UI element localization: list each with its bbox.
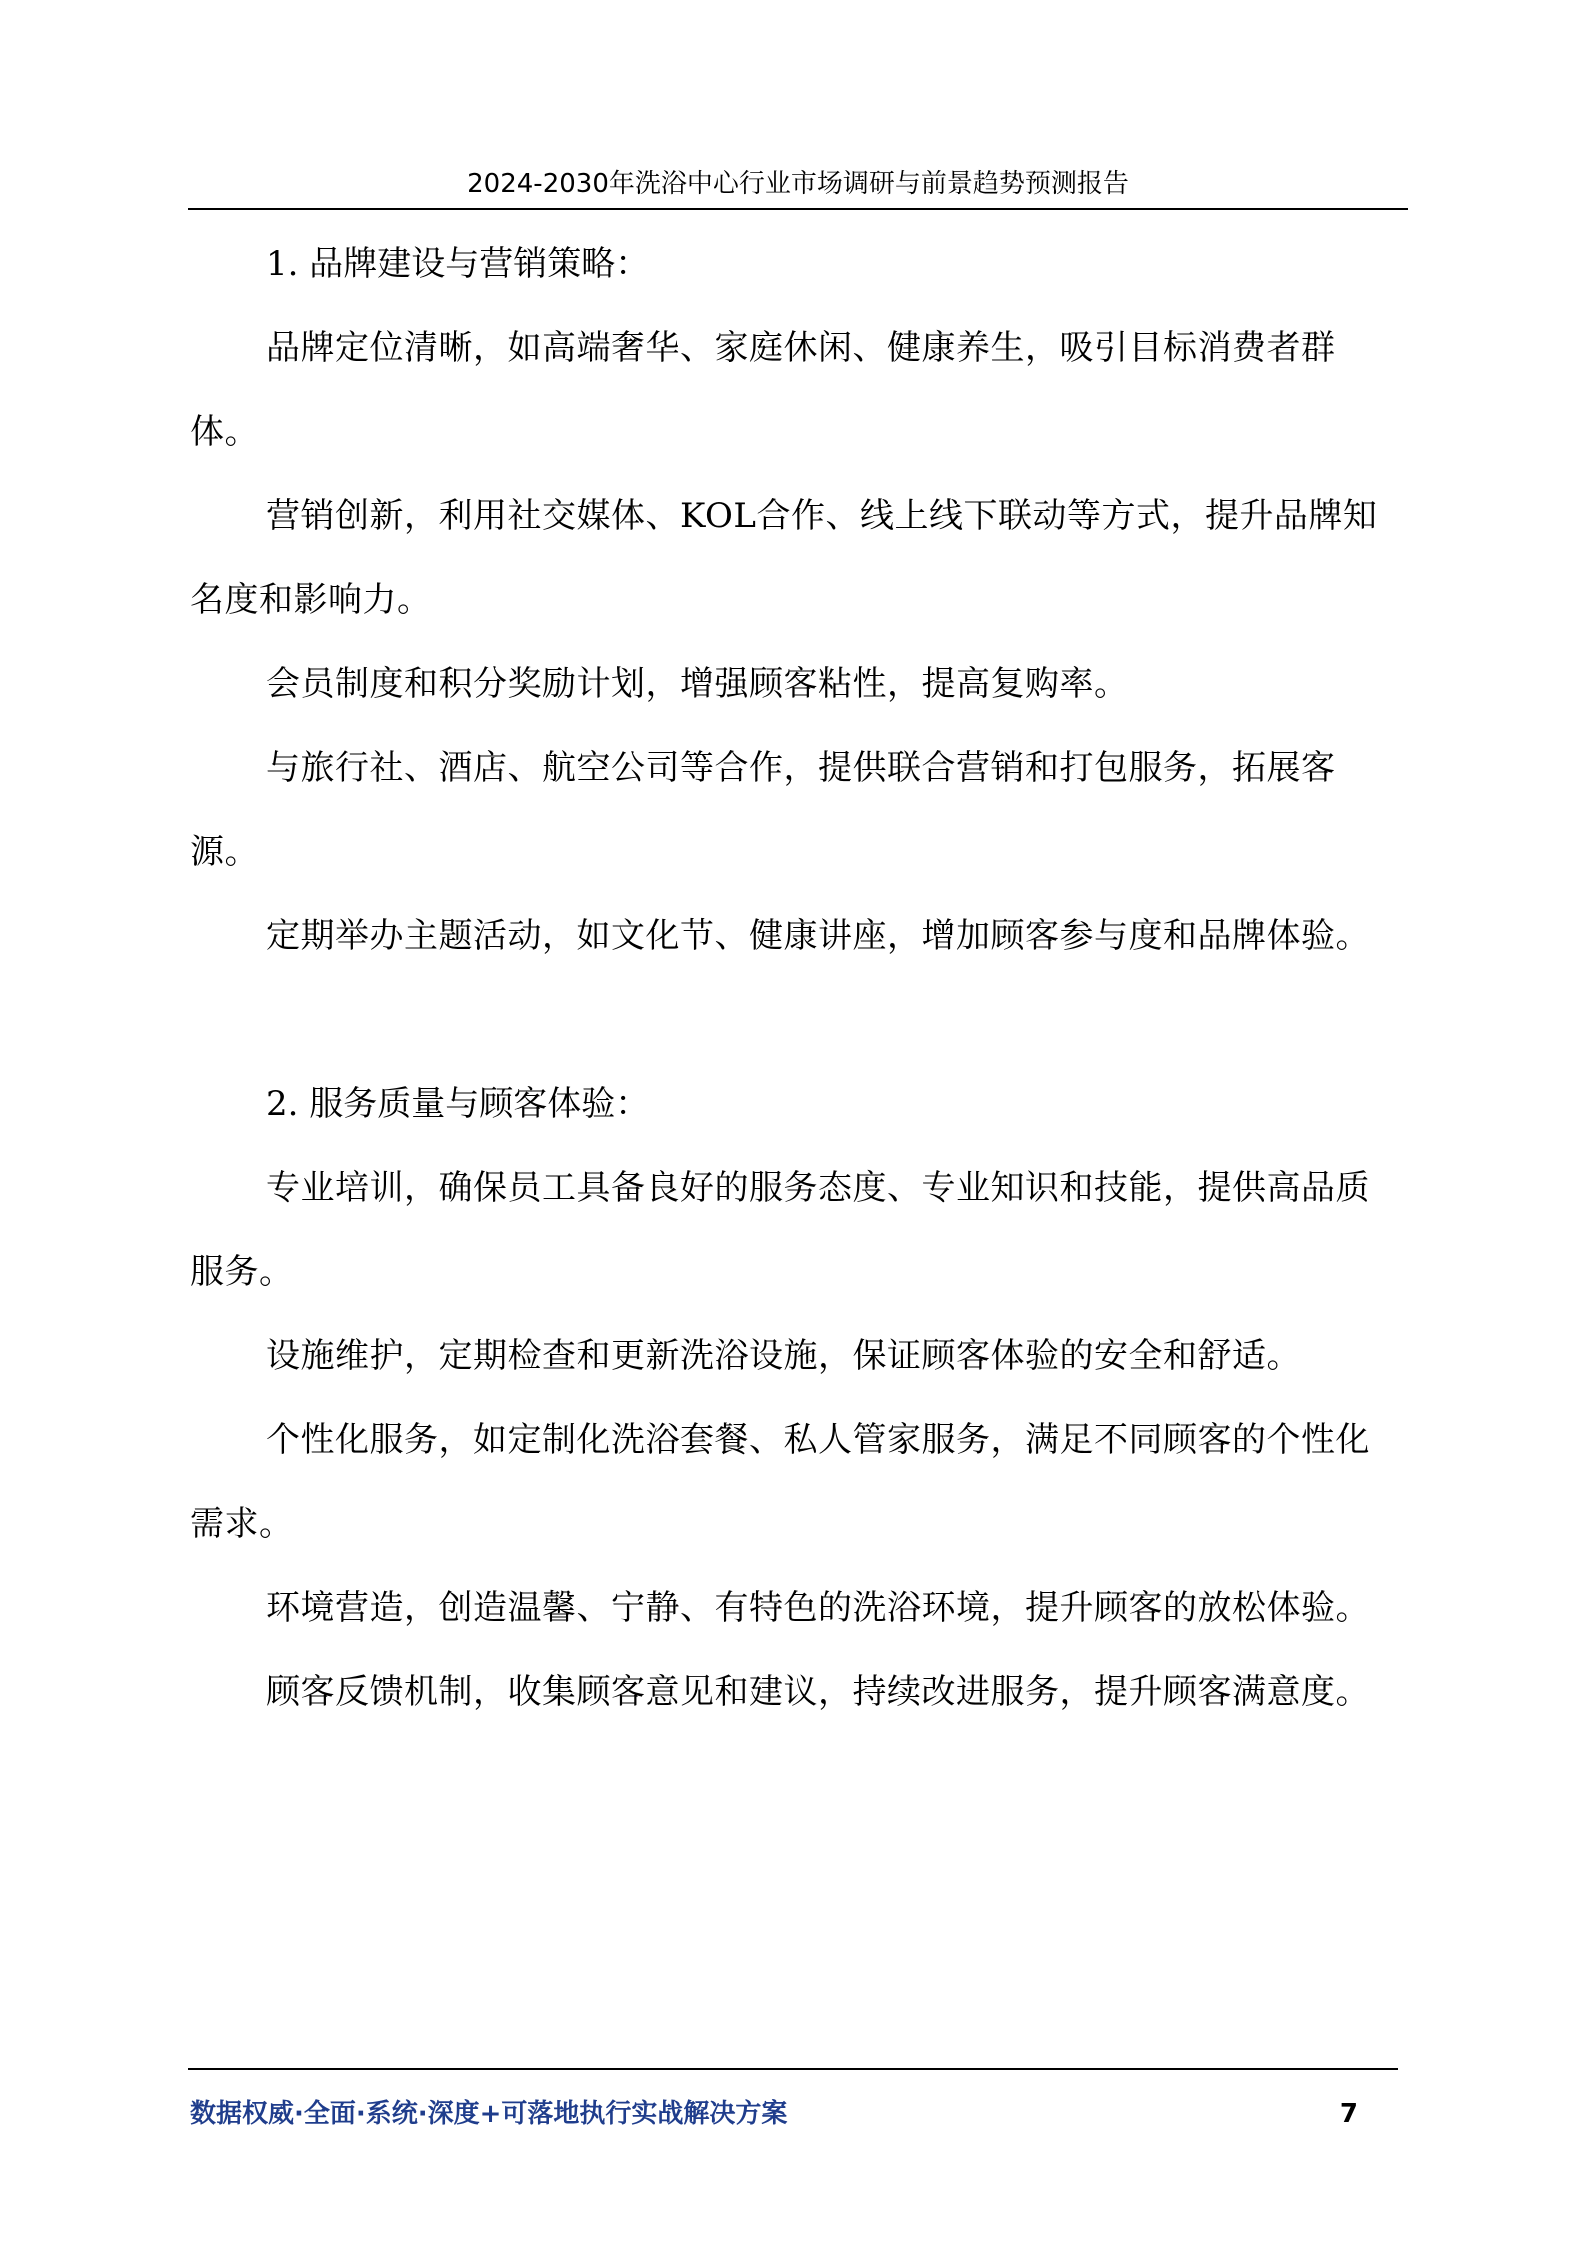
paragraph: 设施维护，定期检查和更新洗浴设施，保证顾客体验的安全和舒适。 (266, 1336, 1301, 1376)
footer-slogan: 数据权威·全面·系统·深度+可落地执行实战解决方案 (190, 2099, 788, 2129)
footer-divider (188, 2068, 1398, 2070)
paragraph: 与旅行社、酒店、航空公司等合作，提供联合营销和打包服务，拓展客源。 (190, 748, 1336, 872)
paragraph: 专业培训，确保员工具备良好的服务态度、专业知识和技能，提供高品质服务。 (190, 1168, 1370, 1292)
page-number: 7 (1339, 2099, 1358, 2129)
paragraph: 营销创新，利用社交媒体、KOL合作、线上线下联动等方式，提升品牌知名度和影响力。 (190, 496, 1378, 620)
section-heading-brand-marketing: 1. 品牌建设与营销策略： (266, 244, 650, 284)
page-header-title: 2024-2030年洗浴中心行业市场调研与前景趋势预测报告 (467, 169, 1129, 199)
paragraph: 个性化服务，如定制化洗浴套餐、私人管家服务，满足不同顾客的个性化需求。 (190, 1420, 1370, 1544)
document-body (190, 222, 1400, 1734)
paragraph: 会员制度和积分奖励计划，增强顾客粘性，提高复购率。 (266, 664, 1129, 704)
section-spacer (190, 978, 1400, 1062)
paragraph: 环境营造，创造温馨、宁静、有特色的洗浴环境，提升顾客的放松体验。 (266, 1588, 1370, 1628)
paragraph: 顾客反馈机制，收集顾客意见和建议，持续改进服务，提升顾客满意度。 (266, 1672, 1370, 1712)
header-divider (188, 208, 1408, 210)
paragraph: 定期举办主题活动，如文化节、健康讲座，增加顾客参与度和品牌体验。 (266, 916, 1370, 956)
section-heading-service-quality: 2. 服务质量与顾客体验： (266, 1084, 650, 1124)
paragraph: 品牌定位清晰，如高端奢华、家庭休闲、健康养生，吸引目标消费者群体。 (190, 328, 1336, 452)
